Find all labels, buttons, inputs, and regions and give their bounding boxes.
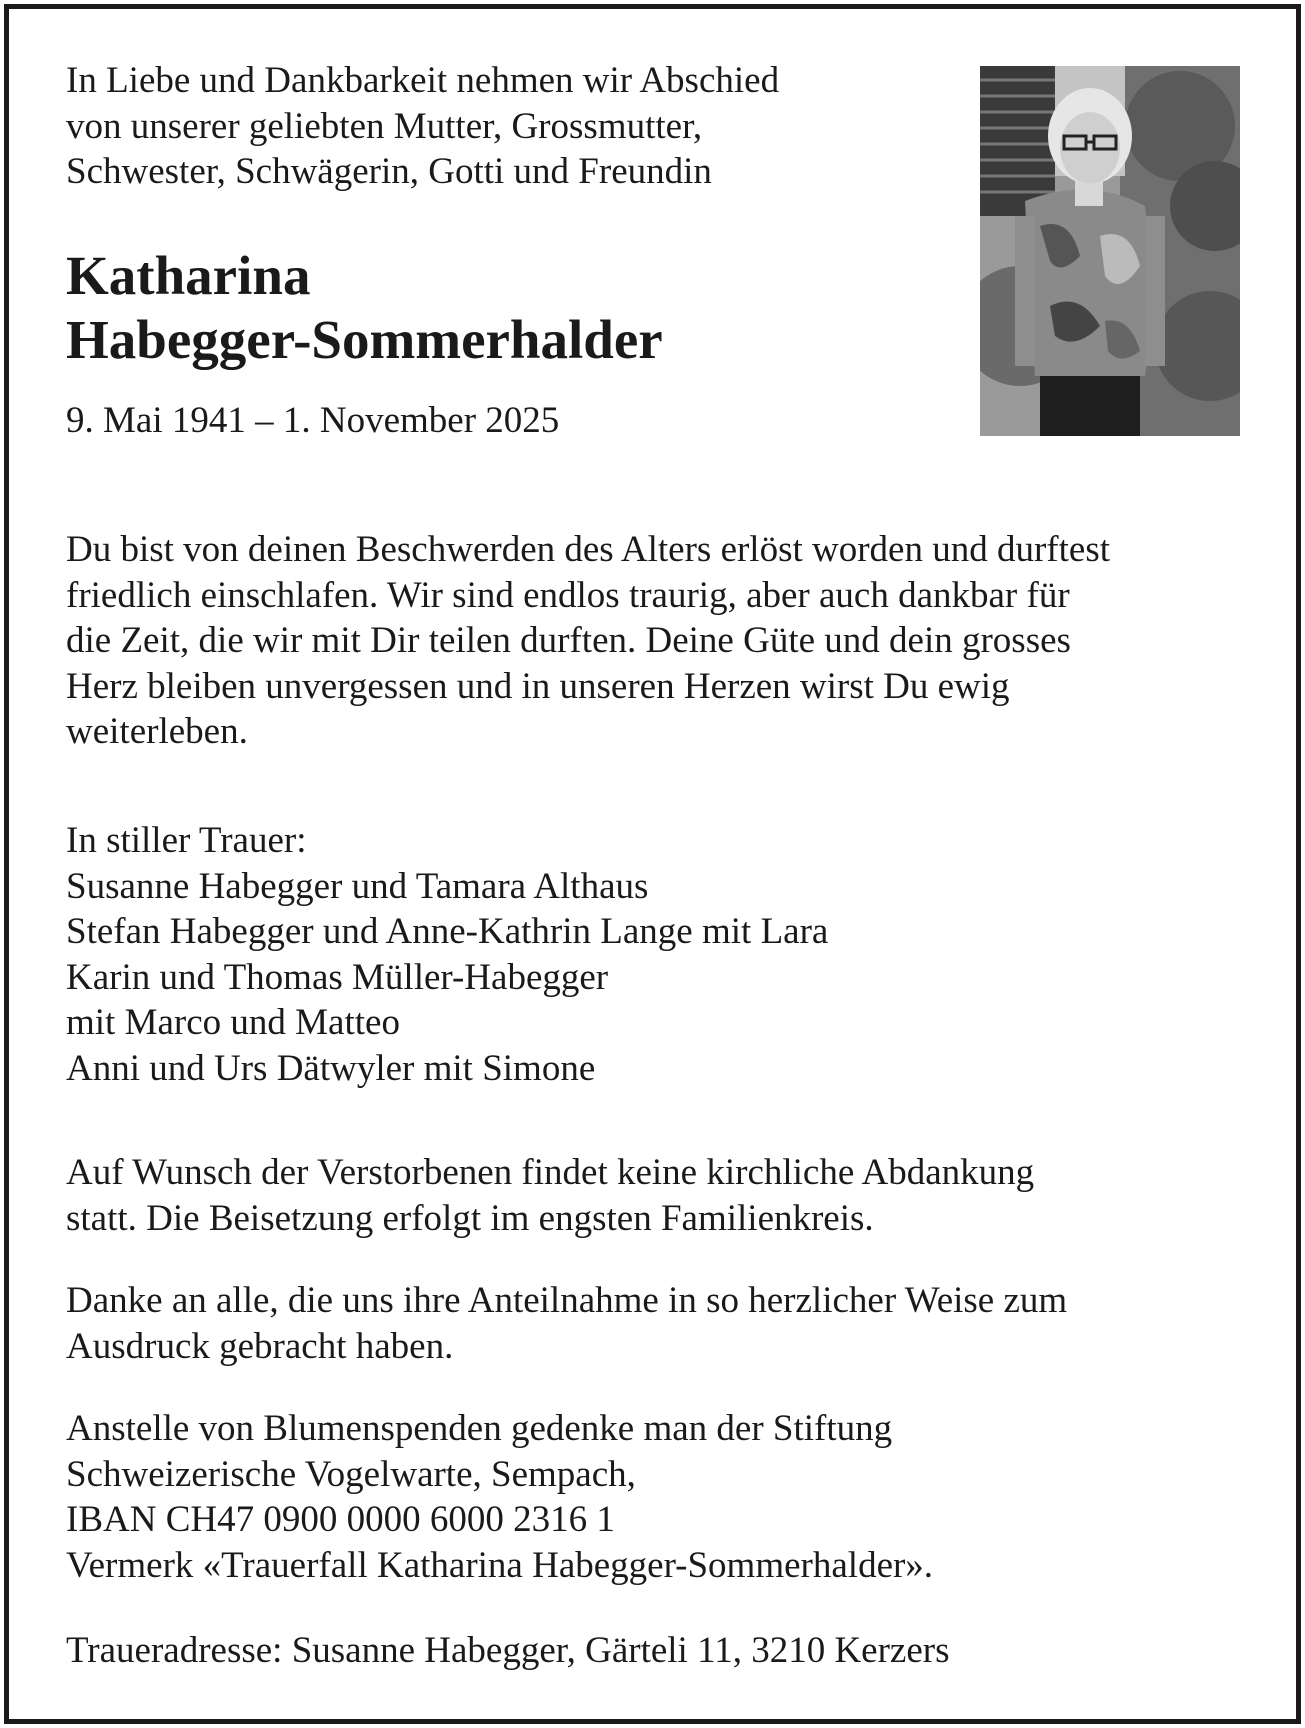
funeral-text [66,1150,1034,1241]
life-dates: 9. Mai 1941 – 1. November 2025 [66,400,560,441]
mourner-line: Stefan Habegger und Anne-Kathrin Lange mit Lara [66,911,829,952]
mourners-heading: In stiller Trauer: [66,820,307,861]
portrait-photo [980,66,1240,436]
intro-line: Schwester, Schwägerin, Gotti und Freundin [66,151,712,192]
message-line: die Zeit, die wir mit Dir teilen durften. Deine Güte und dein grosses [66,620,1071,661]
message-line: friedlich einschlafen. Wir sind endlos traurig, aber auch dankbar für [66,574,1070,616]
donation-line: Vermerk «Trauerfall Katharina Habegger-Sommerhalder». [66,1544,934,1586]
donation-line: Schweizerische Vogelwarte, Sempach, [66,1453,636,1495]
intro-line: In Liebe und Dankbarkeit nehmen wir Abschied [66,60,780,101]
funeral-line: Auf Wunsch der Verstorbenen findet keine kirchliche Abdankung [66,1152,1035,1193]
mourner-line: Karin und Thomas Müller-Habegger [66,956,609,998]
mourner-line: mit Marco und Matteo [66,1002,400,1043]
thanks-line: Ausdruck gebracht haben. [66,1325,454,1367]
mourner-line: Susanne Habegger und Tamara Althaus [66,865,649,907]
deceased-name [66,244,663,372]
intro-line: von unserer geliebten Mutter, Grossmutter, [66,105,703,147]
mourning-address: Traueradresse: Susanne Habegger, Gärteli 11, 3210 Kerzers [66,1630,950,1671]
donation-iban: IBAN CH47 0900 0000 6000 2316 1 [66,1499,615,1540]
thanks-text [66,1278,1067,1369]
donation-line: Anstelle von Blumenspenden gedenke man der Stiftung [66,1408,893,1449]
last-name: Habegger-Sommerhalder [66,309,663,370]
mourners-list [66,818,828,1091]
first-name: Katharina [66,245,311,306]
funeral-line: statt. Die Beisetzung erfolgt im engsten Familienkreis. [66,1197,874,1239]
donation-text [66,1406,933,1588]
portrait-photo-icon [980,66,1240,436]
message-text [66,527,1110,755]
message-line: Herz bleiben unvergessen und in unseren Herzen wirst Du ewig [66,665,1010,707]
message-line: weiterleben. [66,711,248,752]
thanks-line: Danke an alle, die uns ihre Anteilnahme in so herzlicher Weise zum [66,1280,1068,1321]
intro-text [66,58,779,195]
message-line: Du bist von deinen Beschwerden des Alters erlöst worden und durftest [66,529,1111,570]
mourner-line: Anni und Urs Dätwyler mit Simone [66,1047,596,1089]
